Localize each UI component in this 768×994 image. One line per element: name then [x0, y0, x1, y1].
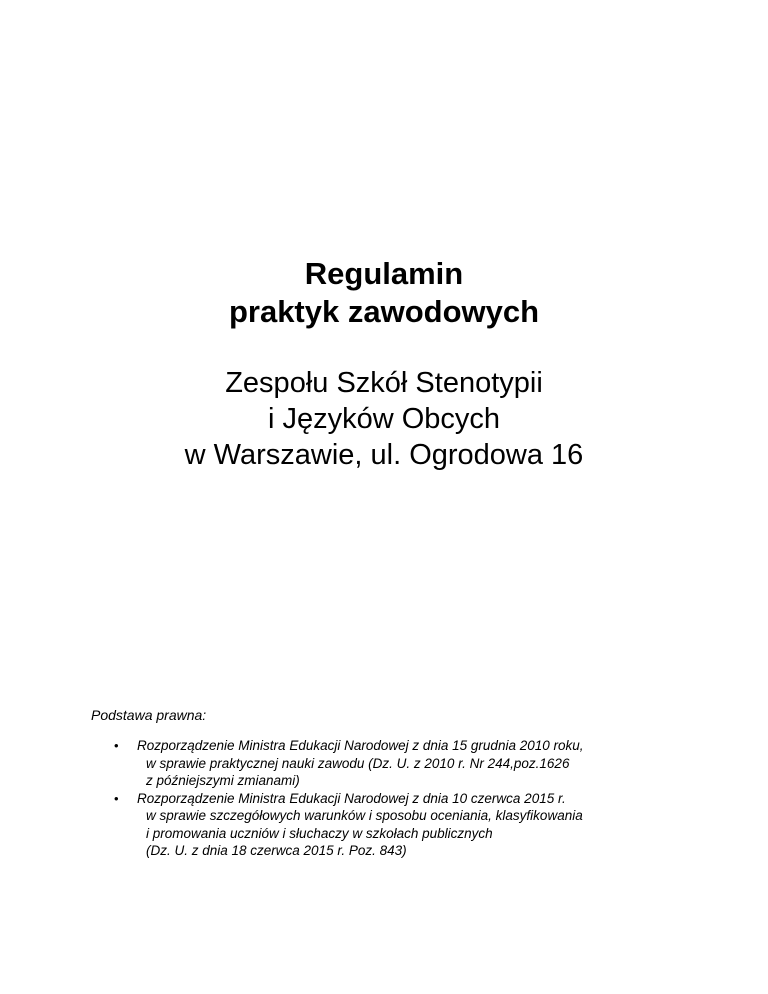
subtitle-line-1: Zespołu Szkół Stenotypii: [225, 367, 543, 399]
list-item-line: i promowania uczniów i słuchaczy w szkołach publicznych: [146, 825, 493, 841]
document-title: [0, 255, 768, 331]
list-item-line: w sprawie praktycznej nauki zawodu (Dz. U. z 2010 r. Nr 244,poz.1626: [146, 755, 570, 771]
title-line-1: Regulamin: [304, 256, 464, 291]
list-item-line: z późniejszymi zmianami): [146, 773, 300, 788]
legal-basis-list: [112, 737, 672, 860]
document-subtitle: [0, 365, 768, 473]
bullet-icon: •: [114, 790, 119, 806]
subtitle-line-2: i Języków Obcych: [267, 403, 501, 435]
list-item-line: (Dz. U. z dnia 18 czerwca 2015 r. Poz. 843): [146, 843, 407, 858]
legal-basis-heading: Podstawa prawna:: [91, 707, 207, 723]
list-item-line: Rozporządzenie Ministra Edukacji Narodowej z dnia 10 czerwca 2015 r.: [137, 790, 566, 806]
list-item-line: Rozporządzenie Ministra Edukacji Narodowej z dnia 15 grudnia 2010 roku,: [137, 738, 584, 753]
bullet-icon: •: [114, 738, 119, 753]
list-item: [112, 737, 672, 790]
title-line-2: praktyk zawodowych: [228, 294, 540, 329]
list-item: [112, 790, 672, 860]
subtitle-line-3: w Warszawie, ul. Ogrodowa 16: [184, 439, 584, 471]
list-item-line: w sprawie szczegółowych warunków i sposobu oceniania, klasyfikowania: [146, 808, 583, 823]
